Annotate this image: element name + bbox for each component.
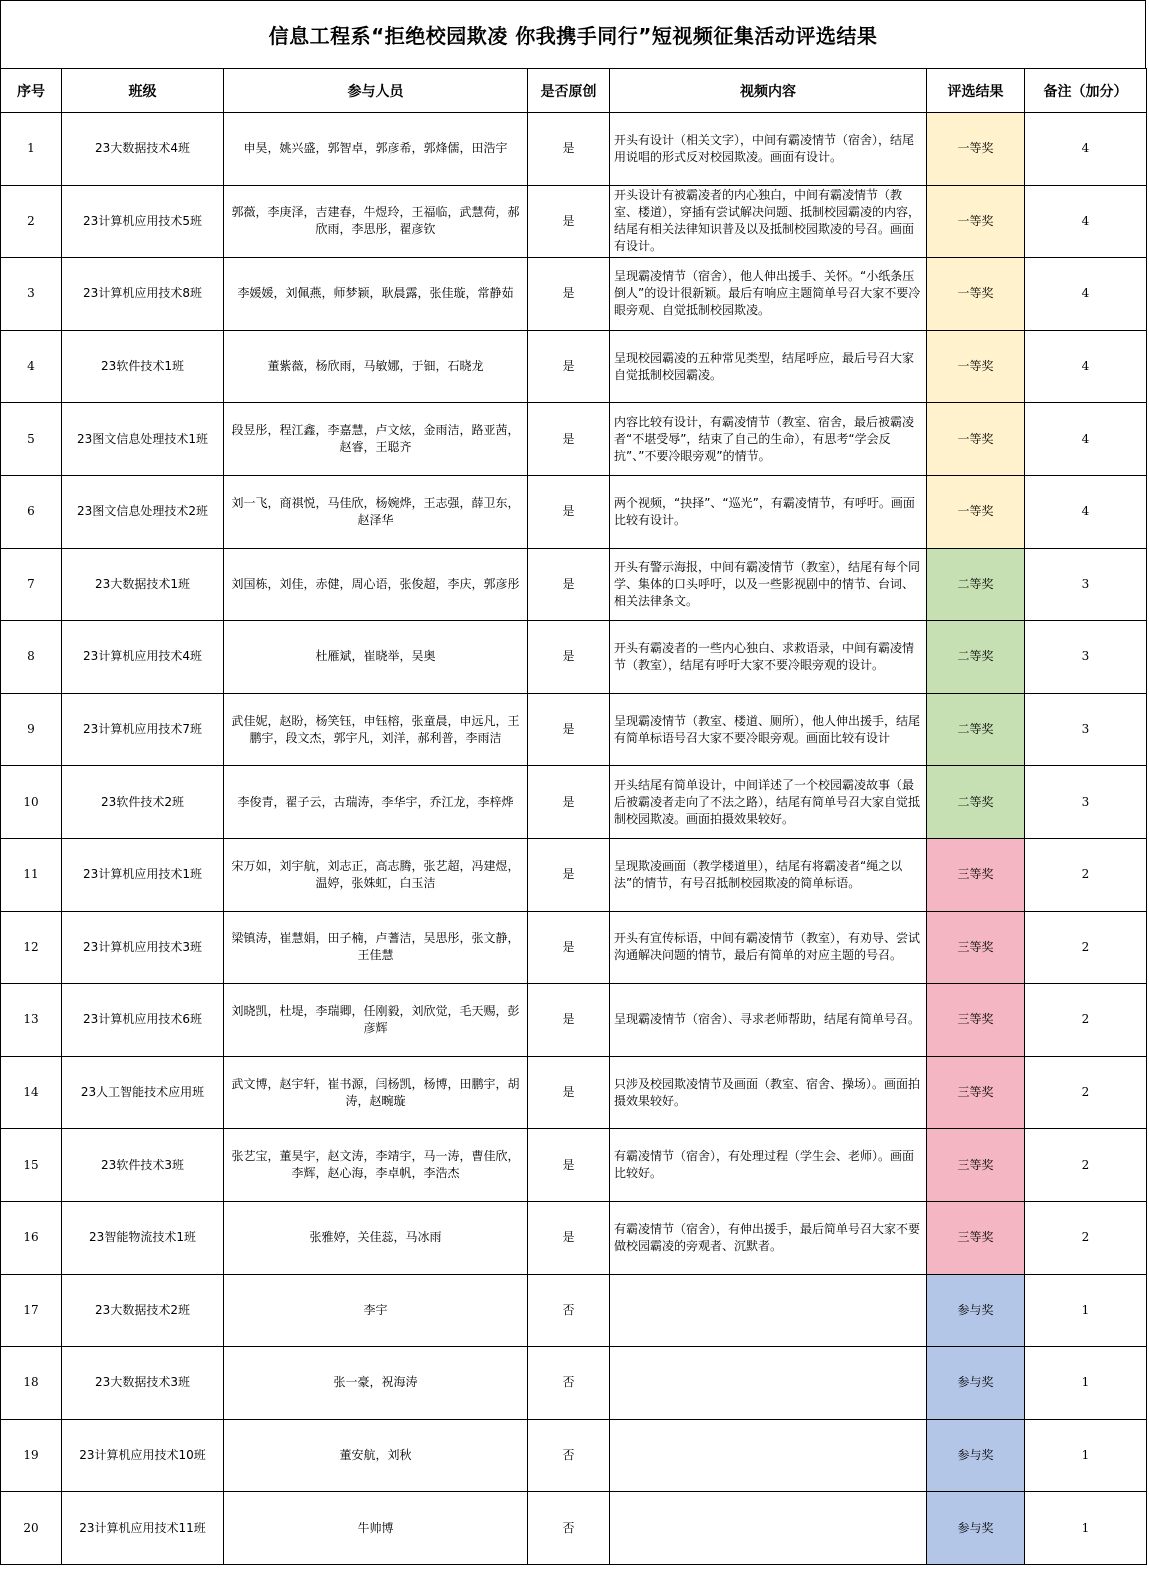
cell-result: 三等奖 xyxy=(927,911,1025,984)
cell-no: 17 xyxy=(1,1274,62,1347)
cell-points: 2 xyxy=(1025,1056,1147,1129)
table-row xyxy=(1,185,1147,258)
cell-points: 2 xyxy=(1025,984,1147,1057)
cell-members: 董安航，刘秋 xyxy=(224,1419,528,1492)
header-members: 参与人员 xyxy=(224,69,528,113)
header-row xyxy=(1,69,1147,113)
cell-class: 23图文信息处理技术1班 xyxy=(62,403,224,476)
cell-content: 开头有设计（相关文字），中间有霸凌情节（宿舍），结尾用说唱的形式反对校园欺凌。画面有设计。 xyxy=(610,113,927,186)
table-row xyxy=(1,766,1147,839)
cell-result: 三等奖 xyxy=(927,1129,1025,1202)
cell-members: 张雅婷，关佳蕊，马冰雨 xyxy=(224,1201,528,1274)
cell-members: 刘国栋，刘佳，赤健，周心语，张俊超，李庆，郭彦彤 xyxy=(224,548,528,621)
cell-original: 是 xyxy=(528,1201,610,1274)
cell-no: 1 xyxy=(1,113,62,186)
cell-class: 23软件技术3班 xyxy=(62,1129,224,1202)
table-row xyxy=(1,1129,1147,1202)
cell-original: 是 xyxy=(528,838,610,911)
cell-original: 否 xyxy=(528,1274,610,1347)
cell-result: 参与奖 xyxy=(927,1419,1025,1492)
cell-class: 23大数据技术1班 xyxy=(62,548,224,621)
cell-original: 是 xyxy=(528,766,610,839)
header-content: 视频内容 xyxy=(610,69,927,113)
cell-original: 是 xyxy=(528,621,610,694)
cell-class: 23计算机应用技术4班 xyxy=(62,621,224,694)
cell-result: 一等奖 xyxy=(927,113,1025,186)
cell-members: 郭薇，李庚泽，吉建春，牛煜玲，王福临，武慧荷，郝欣雨，李思彤，翟彦钦 xyxy=(224,185,528,258)
cell-members: 董紫薇，杨欣雨，马敏娜，于钿，石晓龙 xyxy=(224,330,528,403)
cell-points: 1 xyxy=(1025,1492,1147,1565)
cell-no: 12 xyxy=(1,911,62,984)
cell-content xyxy=(610,1347,927,1420)
cell-content: 呈现校园霸凌的五种常见类型，结尾呼应，最后号召大家自觉抵制校园霸凌。 xyxy=(610,330,927,403)
cell-points: 3 xyxy=(1025,621,1147,694)
table-row xyxy=(1,330,1147,403)
cell-class: 23计算机应用技术1班 xyxy=(62,838,224,911)
cell-no: 7 xyxy=(1,548,62,621)
cell-no: 6 xyxy=(1,475,62,548)
cell-result: 一等奖 xyxy=(927,258,1025,331)
cell-class: 23软件技术1班 xyxy=(62,330,224,403)
cell-no: 16 xyxy=(1,1201,62,1274)
cell-no: 3 xyxy=(1,258,62,331)
cell-points: 4 xyxy=(1025,403,1147,476)
header-class: 班级 xyxy=(62,69,224,113)
cell-original: 是 xyxy=(528,475,610,548)
cell-content: 开头设计有被霸凌者的内心独白，中间有霸凌情节（教室、楼道），穿插有尝试解决问题、抵制校园霸凌的内容，结尾有相关法律知识普及以及抵制校园欺凌的号召。画面有设计。 xyxy=(610,185,927,258)
table-row xyxy=(1,1492,1147,1565)
cell-points: 4 xyxy=(1025,330,1147,403)
header-result: 评选结果 xyxy=(927,69,1025,113)
cell-class: 23计算机应用技术6班 xyxy=(62,984,224,1057)
cell-original: 是 xyxy=(528,403,610,476)
cell-no: 20 xyxy=(1,1492,62,1565)
cell-points: 2 xyxy=(1025,911,1147,984)
cell-points: 2 xyxy=(1025,1129,1147,1202)
table-row xyxy=(1,1347,1147,1420)
cell-no: 9 xyxy=(1,693,62,766)
cell-result: 三等奖 xyxy=(927,984,1025,1057)
cell-members: 梁镇涛，崔慧娟，田子楠，卢蓍洁，吴思彤，张文静，王佳慧 xyxy=(224,911,528,984)
cell-points: 2 xyxy=(1025,1201,1147,1274)
cell-original: 否 xyxy=(528,1347,610,1420)
table-row xyxy=(1,1419,1147,1492)
table-row xyxy=(1,258,1147,331)
table-row xyxy=(1,1274,1147,1347)
cell-class: 23图文信息处理技术2班 xyxy=(62,475,224,548)
header-points: 备注（加分） xyxy=(1025,69,1147,113)
cell-class: 23计算机应用技术3班 xyxy=(62,911,224,984)
cell-points: 1 xyxy=(1025,1419,1147,1492)
table-row xyxy=(1,113,1147,186)
cell-no: 5 xyxy=(1,403,62,476)
cell-original: 是 xyxy=(528,1056,610,1129)
cell-content: 开头有警示海报，中间有霸凌情节（教室），结尾有每个同学、集体的口头呼吁，以及一些影视剧中的情节、台词、相关法律条文。 xyxy=(610,548,927,621)
cell-class: 23软件技术2班 xyxy=(62,766,224,839)
cell-result: 一等奖 xyxy=(927,330,1025,403)
cell-no: 10 xyxy=(1,766,62,839)
cell-class: 23大数据技术4班 xyxy=(62,113,224,186)
cell-points: 3 xyxy=(1025,766,1147,839)
table-row xyxy=(1,838,1147,911)
cell-original: 否 xyxy=(528,1492,610,1565)
cell-no: 11 xyxy=(1,838,62,911)
cell-content: 呈现霸凌情节（教室、楼道、厕所），他人伸出援手，结尾有简单标语号召大家不要冷眼旁观。画面比较有设计 xyxy=(610,693,927,766)
cell-content: 开头有宣传标语，中间有霸凌情节（教室），有劝导、尝试沟通解决问题的情节，最后有简单的对应主题的号召。 xyxy=(610,911,927,984)
cell-original: 否 xyxy=(528,1419,610,1492)
cell-points: 2 xyxy=(1025,838,1147,911)
cell-members: 武文博，赵宇轩，崔书源，闫杨凯，杨博，田鹏宇，胡涛，赵畹璇 xyxy=(224,1056,528,1129)
table-row xyxy=(1,621,1147,694)
cell-content: 内容比较有设计，有霸凌情节（教室、宿舍，最后被霸凌者“不堪受辱”，结束了自己的生命），有思考“学会反抗”、”不要冷眼旁观”的情节。 xyxy=(610,403,927,476)
cell-points: 3 xyxy=(1025,548,1147,621)
cell-class: 23人工智能技术应用班 xyxy=(62,1056,224,1129)
table-row xyxy=(1,1056,1147,1129)
cell-no: 19 xyxy=(1,1419,62,1492)
cell-result: 参与奖 xyxy=(927,1492,1025,1565)
cell-members: 李宇 xyxy=(224,1274,528,1347)
cell-members: 段昱彤，程江鑫，李嘉慧，卢文炫，金雨洁，路亚茜，赵睿，王聪齐 xyxy=(224,403,528,476)
table-row xyxy=(1,1201,1147,1274)
cell-content: 开头结尾有简单设计，中间详述了一个校园霸凌故事（最后被霸凌者走向了不法之路），结尾有简单号召大家自觉抵制校园欺凌。画面拍摄效果较好。 xyxy=(610,766,927,839)
cell-original: 是 xyxy=(528,258,610,331)
cell-content: 有霸凌情节（宿舍），有处理过程（学生会、老师）。画面比较好。 xyxy=(610,1129,927,1202)
cell-no: 14 xyxy=(1,1056,62,1129)
cell-no: 4 xyxy=(1,330,62,403)
cell-content: 两个视频，“抉择”、“巡光”，有霸凌情节，有呼吁。画面比较有设计。 xyxy=(610,475,927,548)
cell-class: 23计算机应用技术5班 xyxy=(62,185,224,258)
cell-members: 刘晓凯，杜堤，李瑞卿，任刚毅，刘欣觉，毛天赐，彭彦辉 xyxy=(224,984,528,1057)
cell-points: 4 xyxy=(1025,475,1147,548)
cell-members: 刘一飞，商祺悦，马佳欣，杨婉烨，王志强，薛卫东，赵泽华 xyxy=(224,475,528,548)
cell-content: 有霸凌情节（宿舍），有伸出援手，最后简单号召大家不要做校园霸凌的旁观者、沉默者。 xyxy=(610,1201,927,1274)
cell-class: 23智能物流技术1班 xyxy=(62,1201,224,1274)
cell-points: 4 xyxy=(1025,185,1147,258)
cell-content: 呈现霸凌情节（宿舍）、寻求老师帮助，结尾有简单号召。 xyxy=(610,984,927,1057)
cell-no: 2 xyxy=(1,185,62,258)
cell-original: 是 xyxy=(528,693,610,766)
cell-result: 二等奖 xyxy=(927,621,1025,694)
cell-members: 申昊，姚兴盛，郭智卓，郭彦希，郭烽儒，田浩宇 xyxy=(224,113,528,186)
cell-members: 张艺宝，董昊宇，赵文涛，李靖宇，马一涛，曹佳欣，李辉，赵心海，李卓帆，李浩杰 xyxy=(224,1129,528,1202)
cell-content xyxy=(610,1419,927,1492)
cell-result: 参与奖 xyxy=(927,1274,1025,1347)
cell-result: 一等奖 xyxy=(927,403,1025,476)
table-row xyxy=(1,984,1147,1057)
cell-content: 呈现霸凌情节（宿舍），他人伸出援手、关怀。“小纸条压倒人”的设计很新颖。最后有响应主题简单号召大家不要冷眼旁观、自觉抵制校园欺凌。 xyxy=(610,258,927,331)
cell-class: 23计算机应用技术7班 xyxy=(62,693,224,766)
cell-original: 是 xyxy=(528,911,610,984)
cell-result: 三等奖 xyxy=(927,838,1025,911)
cell-members: 武佳妮，赵盼，杨笑钰，申钰榕，张童晨，申远凡，王鹏宇，段文杰，郭宇凡，刘洋，郝利普，李雨洁 xyxy=(224,693,528,766)
cell-content xyxy=(610,1274,927,1347)
cell-result: 一等奖 xyxy=(927,185,1025,258)
cell-result: 一等奖 xyxy=(927,475,1025,548)
header-original: 是否原创 xyxy=(528,69,610,113)
cell-content: 开头有霸凌者的一些内心独白、求救语录，中间有霸凌情节（教室），结尾有呼吁大家不要冷眼旁观的设计。 xyxy=(610,621,927,694)
cell-content xyxy=(610,1492,927,1565)
cell-result: 三等奖 xyxy=(927,1201,1025,1274)
table-row xyxy=(1,403,1147,476)
cell-content: 只涉及校园欺凌情节及画面（教室、宿舍、操场）。画面拍摄效果较好。 xyxy=(610,1056,927,1129)
cell-members: 李俊青，翟子云，古瑞涛，李华宇，乔江龙，李梓烨 xyxy=(224,766,528,839)
table-row xyxy=(1,911,1147,984)
cell-result: 二等奖 xyxy=(927,693,1025,766)
cell-members: 李媛媛，刘佩燕，师梦颖，耿晨露，张佳璇，常静茹 xyxy=(224,258,528,331)
cell-class: 23计算机应用技术11班 xyxy=(62,1492,224,1565)
cell-members: 牛帅博 xyxy=(224,1492,528,1565)
cell-no: 18 xyxy=(1,1347,62,1420)
cell-result: 参与奖 xyxy=(927,1347,1025,1420)
cell-class: 23计算机应用技术8班 xyxy=(62,258,224,331)
cell-original: 是 xyxy=(528,330,610,403)
cell-points: 1 xyxy=(1025,1274,1147,1347)
cell-result: 二等奖 xyxy=(927,766,1025,839)
cell-result: 三等奖 xyxy=(927,1056,1025,1129)
cell-no: 8 xyxy=(1,621,62,694)
cell-class: 23大数据技术3班 xyxy=(62,1347,224,1420)
cell-points: 1 xyxy=(1025,1347,1147,1420)
cell-members: 张一豪，祝海涛 xyxy=(224,1347,528,1420)
header-no: 序号 xyxy=(1,69,62,113)
table-row xyxy=(1,693,1147,766)
cell-class: 23大数据技术2班 xyxy=(62,1274,224,1347)
cell-points: 3 xyxy=(1025,693,1147,766)
cell-content: 呈现欺凌画面（教学楼道里），结尾有将霸凌者“绳之以法”的情节，有号召抵制校园欺凌的简单标语。 xyxy=(610,838,927,911)
table-row xyxy=(1,475,1147,548)
cell-original: 是 xyxy=(528,113,610,186)
cell-points: 4 xyxy=(1025,258,1147,331)
cell-original: 是 xyxy=(528,1129,610,1202)
cell-points: 4 xyxy=(1025,113,1147,186)
cell-original: 是 xyxy=(528,548,610,621)
table-row xyxy=(1,548,1147,621)
cell-no: 15 xyxy=(1,1129,62,1202)
cell-result: 二等奖 xyxy=(927,548,1025,621)
cell-no: 13 xyxy=(1,984,62,1057)
results-table xyxy=(0,68,1147,1565)
cell-original: 是 xyxy=(528,984,610,1057)
cell-members: 宋万如，刘宇航，刘志正，高志腾，张艺超，冯建煜，温婷，张姝虹，白玉洁 xyxy=(224,838,528,911)
sheet-title: 信息工程系“拒绝校园欺凌 你我携手同行”短视频征集活动评选结果 xyxy=(0,0,1146,68)
cell-original: 是 xyxy=(528,185,610,258)
cell-members: 杜雁斌，崔晓举，吴奥 xyxy=(224,621,528,694)
cell-class: 23计算机应用技术10班 xyxy=(62,1419,224,1492)
